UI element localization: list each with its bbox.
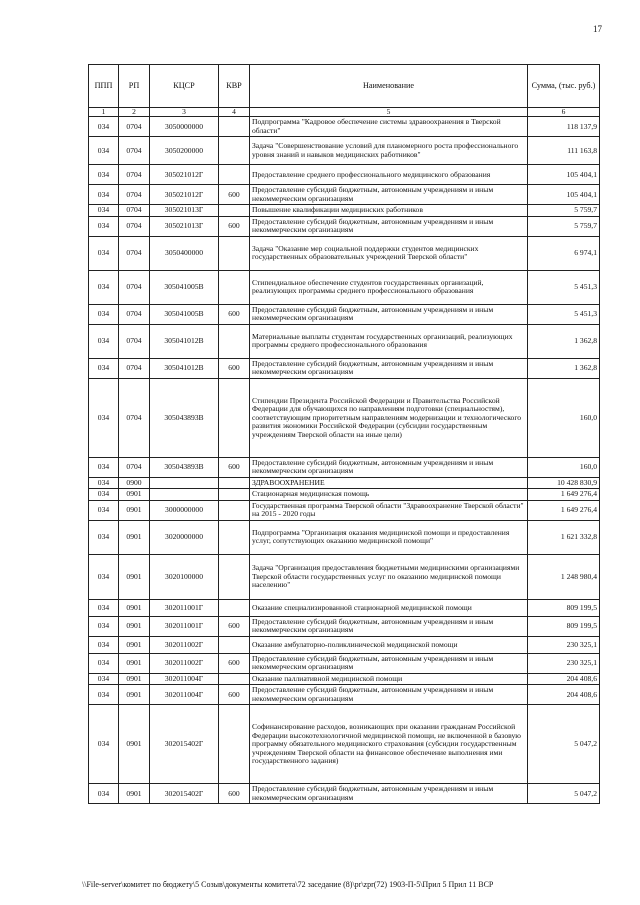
footer-file-path: \\File-server\комитет по бюджету\5 Созыв\документы комитета\72 заседание (8)\pr\zpr(72) 1903-П-5\Прил 5 Прил 11 ВСР [82, 880, 494, 889]
table-row [89, 185, 600, 205]
header-kvr: КВР [219, 65, 250, 108]
ppp-cell: 034 [89, 324, 119, 358]
sum-cell: 809 199,5 [528, 616, 600, 636]
name-cell: Оказание специализированной стационарной медицинской помощи [250, 599, 528, 616]
name-cell: Повышение квалификации медицинских работников [250, 205, 528, 217]
kcsr-cell: 305041012В [150, 324, 219, 358]
column-number-row [89, 108, 600, 117]
ppp-cell: 034 [89, 673, 119, 685]
ppp-cell: 034 [89, 304, 119, 324]
kcsr-cell: 3000000000 [150, 500, 219, 520]
kvr-cell: 600 [219, 616, 250, 636]
rp-cell: 0704 [119, 185, 150, 205]
kvr-cell [219, 270, 250, 304]
table-row [89, 636, 600, 653]
sum-cell: 204 408,6 [528, 673, 600, 685]
rp-cell: 0704 [119, 236, 150, 270]
kvr-cell: 600 [219, 457, 250, 477]
kvr-cell: 600 [219, 653, 250, 673]
table-row [89, 489, 600, 501]
ppp-cell: 034 [89, 554, 119, 599]
kcsr-cell: 302011001Г [150, 599, 219, 616]
name-cell: Предоставление субсидий бюджетным, автономным учреждениям и иным некоммерческим организациям [250, 185, 528, 205]
rp-cell: 0901 [119, 653, 150, 673]
kvr-cell: 600 [219, 185, 250, 205]
name-cell: Стационарная медицинская помощь [250, 489, 528, 501]
name-cell: Предоставление субсидий бюджетным, автономным учреждениям и иным некоммерческим организациям [250, 457, 528, 477]
table-row [89, 616, 600, 636]
kvr-cell [219, 477, 250, 489]
budget-table [88, 64, 600, 804]
ppp-cell: 034 [89, 185, 119, 205]
ppp-cell: 034 [89, 457, 119, 477]
kvr-cell [219, 205, 250, 217]
sum-cell: 5 759,7 [528, 216, 600, 236]
name-cell: Предоставление субсидий бюджетным, автономным учреждениям и иным некоммерческим организациям [250, 685, 528, 705]
sum-cell: 6 974,1 [528, 236, 600, 270]
name-cell: Стипендии Президента Российской Федерации и Правительства Российской Федерации для обучающихся по направлениям подготовки (специальностям), соответствующим приоритетным направлениям модернизации и технологического развития экономики Российской Федерации (субсидии государственным учреждениям Тверской области на иные цели) [250, 378, 528, 457]
name-cell: Задача "Оказание мер социальной поддержки студентов медицинских государственных образовательных учреждений Тверской области" [250, 236, 528, 270]
sum-cell: 230 325,1 [528, 653, 600, 673]
kcsr-cell: 305041005В [150, 304, 219, 324]
kcsr-cell: 302011004Г [150, 673, 219, 685]
ppp-cell: 034 [89, 216, 119, 236]
kvr-cell [219, 554, 250, 599]
ppp-cell: 034 [89, 137, 119, 165]
name-cell: Предоставление субсидий бюджетным, автономным учреждениям и иным некоммерческим организациям [250, 358, 528, 378]
kvr-cell [219, 378, 250, 457]
kvr-cell [219, 705, 250, 784]
sum-cell: 1 649 276,4 [528, 500, 600, 520]
sum-cell: 1 362,8 [528, 358, 600, 378]
column-number: 5 [250, 108, 528, 117]
kvr-cell [219, 236, 250, 270]
table-header-row [89, 65, 600, 108]
table-row [89, 216, 600, 236]
kcsr-cell: 302011002Г [150, 653, 219, 673]
kvr-cell [219, 673, 250, 685]
rp-cell: 0704 [119, 216, 150, 236]
ppp-cell: 034 [89, 705, 119, 784]
kvr-cell [219, 489, 250, 501]
ppp-cell: 034 [89, 270, 119, 304]
sum-cell: 5 047,2 [528, 784, 600, 804]
table-row [89, 554, 600, 599]
rp-cell: 0704 [119, 457, 150, 477]
ppp-cell: 034 [89, 500, 119, 520]
sum-cell: 5 047,2 [528, 705, 600, 784]
kcsr-cell: 3050000000 [150, 117, 219, 137]
sum-cell: 5 451,3 [528, 270, 600, 304]
rp-cell: 0704 [119, 205, 150, 217]
table-row [89, 457, 600, 477]
page-number: 17 [593, 24, 602, 34]
sum-cell: 105 404,1 [528, 185, 600, 205]
kvr-cell: 600 [219, 685, 250, 705]
rp-cell: 0901 [119, 784, 150, 804]
kcsr-cell [150, 477, 219, 489]
table-row [89, 137, 600, 165]
kcsr-cell: 305021013Г [150, 205, 219, 217]
rp-cell: 0901 [119, 520, 150, 554]
name-cell: Предоставление субсидий бюджетным, автономным учреждениям и иным некоммерческим организациям [250, 304, 528, 324]
kvr-cell [219, 165, 250, 185]
table-row [89, 358, 600, 378]
name-cell: Оказание амбулаторно-поликлинической медицинской помощи [250, 636, 528, 653]
kcsr-cell: 302015402Г [150, 705, 219, 784]
column-number: 3 [150, 108, 219, 117]
rp-cell: 0704 [119, 165, 150, 185]
ppp-cell: 034 [89, 378, 119, 457]
kcsr-cell: 3050400000 [150, 236, 219, 270]
kcsr-cell: 305021013Г [150, 216, 219, 236]
table-row [89, 477, 600, 489]
ppp-cell: 034 [89, 117, 119, 137]
column-number: 4 [219, 108, 250, 117]
sum-cell: 1 621 332,8 [528, 520, 600, 554]
table-row [89, 324, 600, 358]
kvr-cell [219, 520, 250, 554]
sum-cell: 160,0 [528, 457, 600, 477]
kcsr-cell: 305043893В [150, 457, 219, 477]
rp-cell: 0901 [119, 705, 150, 784]
ppp-cell: 034 [89, 205, 119, 217]
table-row [89, 705, 600, 784]
table-row [89, 165, 600, 185]
rp-cell: 0704 [119, 117, 150, 137]
table-row [89, 599, 600, 616]
ppp-cell: 034 [89, 616, 119, 636]
ppp-cell: 034 [89, 520, 119, 554]
name-cell: Предоставление субсидий бюджетным, автономным учреждениям и иным некоммерческим организациям [250, 784, 528, 804]
name-cell: Материальные выплаты студентам государственных организаций, реализующих программы среднего профессионального образования [250, 324, 528, 358]
ppp-cell: 034 [89, 653, 119, 673]
rp-cell: 0901 [119, 489, 150, 501]
ppp-cell: 034 [89, 165, 119, 185]
sum-cell: 1 248 980,4 [528, 554, 600, 599]
column-number: 6 [528, 108, 600, 117]
kcsr-cell: 302015402Г [150, 784, 219, 804]
rp-cell: 0901 [119, 599, 150, 616]
table-body [89, 117, 600, 804]
kcsr-cell: 305043893В [150, 378, 219, 457]
sum-cell: 1 362,8 [528, 324, 600, 358]
table-row [89, 673, 600, 685]
table-row [89, 520, 600, 554]
column-number: 1 [89, 108, 119, 117]
ppp-cell: 034 [89, 236, 119, 270]
ppp-cell: 034 [89, 636, 119, 653]
kvr-cell: 600 [219, 304, 250, 324]
rp-cell: 0704 [119, 358, 150, 378]
name-cell: Предоставление субсидий бюджетным, автономным учреждениям и иным некоммерческим организациям [250, 616, 528, 636]
sum-cell: 230 325,1 [528, 636, 600, 653]
rp-cell: 0900 [119, 477, 150, 489]
kcsr-cell: 302011001Г [150, 616, 219, 636]
kvr-cell [219, 500, 250, 520]
table-row [89, 236, 600, 270]
table-row [89, 784, 600, 804]
name-cell: Предоставление субсидий бюджетным, автономным учреждениям и иным некоммерческим организациям [250, 653, 528, 673]
table-row [89, 205, 600, 217]
header-ppp: ППП [89, 65, 119, 108]
sum-cell: 118 137,9 [528, 117, 600, 137]
table-row [89, 378, 600, 457]
kcsr-cell: 302011002Г [150, 636, 219, 653]
sum-cell: 111 163,8 [528, 137, 600, 165]
kvr-cell [219, 117, 250, 137]
header-rp: РП [119, 65, 150, 108]
name-cell: ЗДРАВООХРАНЕНИЕ [250, 477, 528, 489]
table-row [89, 270, 600, 304]
name-cell: Задача "Совершенствование условий для планомерного роста профессионального уровня знаний и навыков медицинских работников" [250, 137, 528, 165]
sum-cell: 105 404,1 [528, 165, 600, 185]
rp-cell: 0704 [119, 304, 150, 324]
name-cell: Софинансирование расходов, возникающих при оказании гражданам Российской Федерации высокотехнологичной медицинской помощи, не включенной в базовую программу обязательного медицинского страхования (субсидии государственным учреждениям Тверской области на финансовое обеспечение выполнения ими государственного задания) [250, 705, 528, 784]
name-cell: Предоставление среднего профессионального медицинского образования [250, 165, 528, 185]
name-cell: Подпрограмма "Кадровое обеспечение системы здравоохранения в Тверской области" [250, 117, 528, 137]
name-cell: Задача "Организация предоставления бюджетными медицинскими организациями Тверской области государственных услуг по оказанию медицинской помощи населению" [250, 554, 528, 599]
column-number: 2 [119, 108, 150, 117]
ppp-cell: 034 [89, 489, 119, 501]
table-row [89, 500, 600, 520]
rp-cell: 0901 [119, 636, 150, 653]
kvr-cell [219, 636, 250, 653]
name-cell: Государственная программа Тверской области "Здравоохранение Тверской области" на 2015 - 2020 годы [250, 500, 528, 520]
rp-cell: 0704 [119, 378, 150, 457]
rp-cell: 0901 [119, 616, 150, 636]
kcsr-cell: 305041005В [150, 270, 219, 304]
header-kcsr: КЦСР [150, 65, 219, 108]
ppp-cell: 034 [89, 358, 119, 378]
kcsr-cell: 3020100000 [150, 554, 219, 599]
kcsr-cell: 305021012Г [150, 185, 219, 205]
kvr-cell [219, 599, 250, 616]
rp-cell: 0704 [119, 270, 150, 304]
ppp-cell: 034 [89, 685, 119, 705]
table-row [89, 304, 600, 324]
name-cell: Подпрограмма "Организация оказания медицинской помощи и предоставления услуг, сопутствующих оказанию медицинской помощи" [250, 520, 528, 554]
header-sum: Сумма, (тыс. руб.) [528, 65, 600, 108]
rp-cell: 0901 [119, 673, 150, 685]
rp-cell: 0901 [119, 554, 150, 599]
rp-cell: 0704 [119, 324, 150, 358]
ppp-cell: 034 [89, 599, 119, 616]
rp-cell: 0901 [119, 685, 150, 705]
kvr-cell: 600 [219, 784, 250, 804]
sum-cell: 5 451,3 [528, 304, 600, 324]
table-row [89, 685, 600, 705]
name-cell: Предоставление субсидий бюджетным, автономным учреждениям и иным некоммерческим организациям [250, 216, 528, 236]
kvr-cell [219, 324, 250, 358]
header-name: Наименование [250, 65, 528, 108]
kcsr-cell: 305041012В [150, 358, 219, 378]
sum-cell: 809 199,5 [528, 599, 600, 616]
kcsr-cell: 305021012Г [150, 165, 219, 185]
name-cell: Стипендиальное обеспечение студентов государственных организаций, реализующих программы среднего профессионального образования [250, 270, 528, 304]
name-cell: Оказание паллиативной медицинской помощи [250, 673, 528, 685]
kvr-cell: 600 [219, 216, 250, 236]
sum-cell: 1 649 276,4 [528, 489, 600, 501]
sum-cell: 160,0 [528, 378, 600, 457]
kvr-cell: 600 [219, 358, 250, 378]
ppp-cell: 034 [89, 784, 119, 804]
kcsr-cell: 3050200000 [150, 137, 219, 165]
kvr-cell [219, 137, 250, 165]
rp-cell: 0901 [119, 500, 150, 520]
kcsr-cell [150, 489, 219, 501]
sum-cell: 10 428 830,9 [528, 477, 600, 489]
table-row [89, 653, 600, 673]
kcsr-cell: 3020000000 [150, 520, 219, 554]
ppp-cell: 034 [89, 477, 119, 489]
sum-cell: 5 759,7 [528, 205, 600, 217]
rp-cell: 0704 [119, 137, 150, 165]
kcsr-cell: 302011004Г [150, 685, 219, 705]
table-row [89, 117, 600, 137]
sum-cell: 204 408,6 [528, 685, 600, 705]
